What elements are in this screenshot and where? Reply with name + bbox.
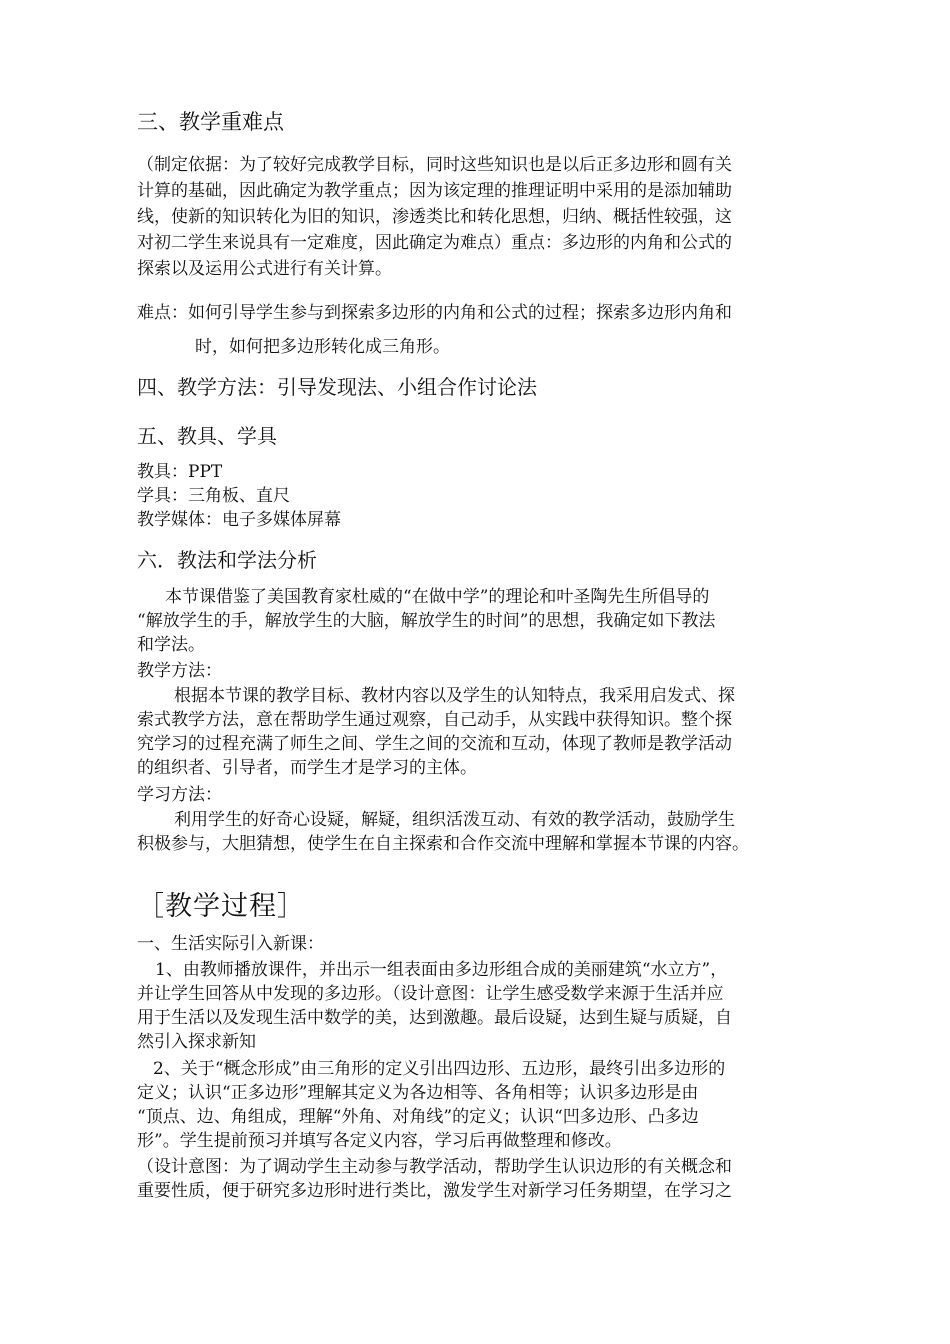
design-intent	[137, 1155, 817, 1203]
student-tools: 学具：三角板、直尺	[137, 486, 290, 506]
learning-method-body	[137, 808, 817, 856]
text-line: 1、由教师播放课件，并出示一组表面由多边形组合成的美丽建筑“水立方”，	[155, 960, 728, 980]
text-line: 2、关于“概念形成”由三角形的定义引出四边形、五边形，最终引出多边形的	[153, 1059, 726, 1079]
text-line: 形”。学生提前预习并填写各定义内容，学习后再做整理和修改。	[137, 1131, 622, 1151]
text-line: “解放学生的手，解放学生的大脑，解放学生的时间”的思想，我确定如下教法	[137, 611, 716, 631]
teacher-tools: 教具：PPT	[137, 462, 223, 482]
text-line: 计算的基础，因此确定为教学重点；因为该定理的推理证明中采用的是添加辅助	[137, 181, 732, 201]
text-line: 究学习的过程充满了师生之间、学生之间的交流和互动，体现了教师是教学活动	[137, 734, 732, 754]
text-line: 根据本节课的教学目标、教材内容以及学生的认知特点，我采用启发式、探	[174, 686, 735, 706]
text-line: 索式教学方法，意在帮助学生通过观察，自己动手，从实践中获得知识。整个探	[137, 710, 732, 730]
text-line: （制定依据：为了较好完成教学目标，同时这些知识也是以后正多边形和圆有关	[137, 155, 732, 175]
teaching-process-heading: ［教学过程］	[137, 891, 305, 922]
text-line: 定义；认识“正多边形”理解其定义为各边相等、各角相等；认识多边形是由	[137, 1083, 699, 1103]
process-item-1	[137, 958, 817, 1054]
text-line: 探索以及运用公式进行有关计算。	[137, 259, 392, 279]
text-line: 用于生活以及发现生活中数学的美，达到激趣。最后设疑，达到生疑与质疑，自	[137, 1008, 732, 1028]
teaching-method-body	[137, 684, 817, 780]
text-line: （设计意图：为了调动学生主动参与教学活动，帮助学生认识边形的有关概念和	[137, 1157, 732, 1177]
section-3-basis	[137, 152, 817, 282]
text-line: 本节课借鉴了美国教育家杜威的“在做中学”的理论和叶圣陶先生所倡导的	[165, 587, 710, 607]
text-line: 利用学生的好奇心设疑，解疑，组织活泼互动、有效的教学活动，鼓励学生	[174, 810, 735, 830]
section-6-heading: 六．教法和学法分析	[137, 548, 317, 572]
teaching-method-label: 教学方法：	[137, 661, 222, 681]
learning-method-label: 学习方法：	[137, 785, 222, 805]
text-line: 线，使新的知识转化为旧的知识，渗透类比和转化思想，归纳、概括性较强，这	[137, 207, 732, 227]
section-3-heading: 三、教学重难点	[137, 110, 284, 134]
text-line: 重要性质，便于研究多边形时进行类比，激发学生对新学习任务期望，在学习之	[137, 1181, 732, 1201]
text-line: 并让学生回答从中发现的多边形。（设计意图：让学生感受数学来源于生活并应	[137, 984, 724, 1004]
section-4-heading: 四、教学方法：引导发现法、小组合作讨论法	[137, 375, 537, 399]
text-line: 然引入探求新知	[137, 1032, 256, 1052]
process-item-2	[137, 1057, 817, 1153]
teaching-media: 教学媒体：电子多媒体屏幕	[137, 510, 341, 530]
text-line: 积极参与，大胆猜想，使学生在自主探索和合作交流中理解和掌握本节课的内容。	[137, 834, 749, 854]
text-line: 和学法。	[137, 635, 205, 655]
text-line: 对初二学生来说具有一定难度，因此确定为难点）重点：多边形的内角和公式的	[137, 233, 732, 253]
section-5-heading: 五、教具、学具	[137, 424, 277, 448]
text-line: “顶点、边、角组成，理解“外角、对角线”的定义；认识“凹多边形、凸多边	[137, 1107, 699, 1127]
section-6-intro	[137, 585, 817, 657]
part-1-title: 一、生活实际引入新课：	[137, 934, 324, 954]
difficulty-line-1: 难点：如何引导学生参与到探索多边形的内角和公式的过程；探索多边形内角和	[137, 303, 732, 323]
difficulty-line-2: 时，如何把多边形转化成三角形。	[195, 337, 450, 357]
text-line: 的组织者、引导者，而学生才是学习的主体。	[137, 758, 477, 778]
